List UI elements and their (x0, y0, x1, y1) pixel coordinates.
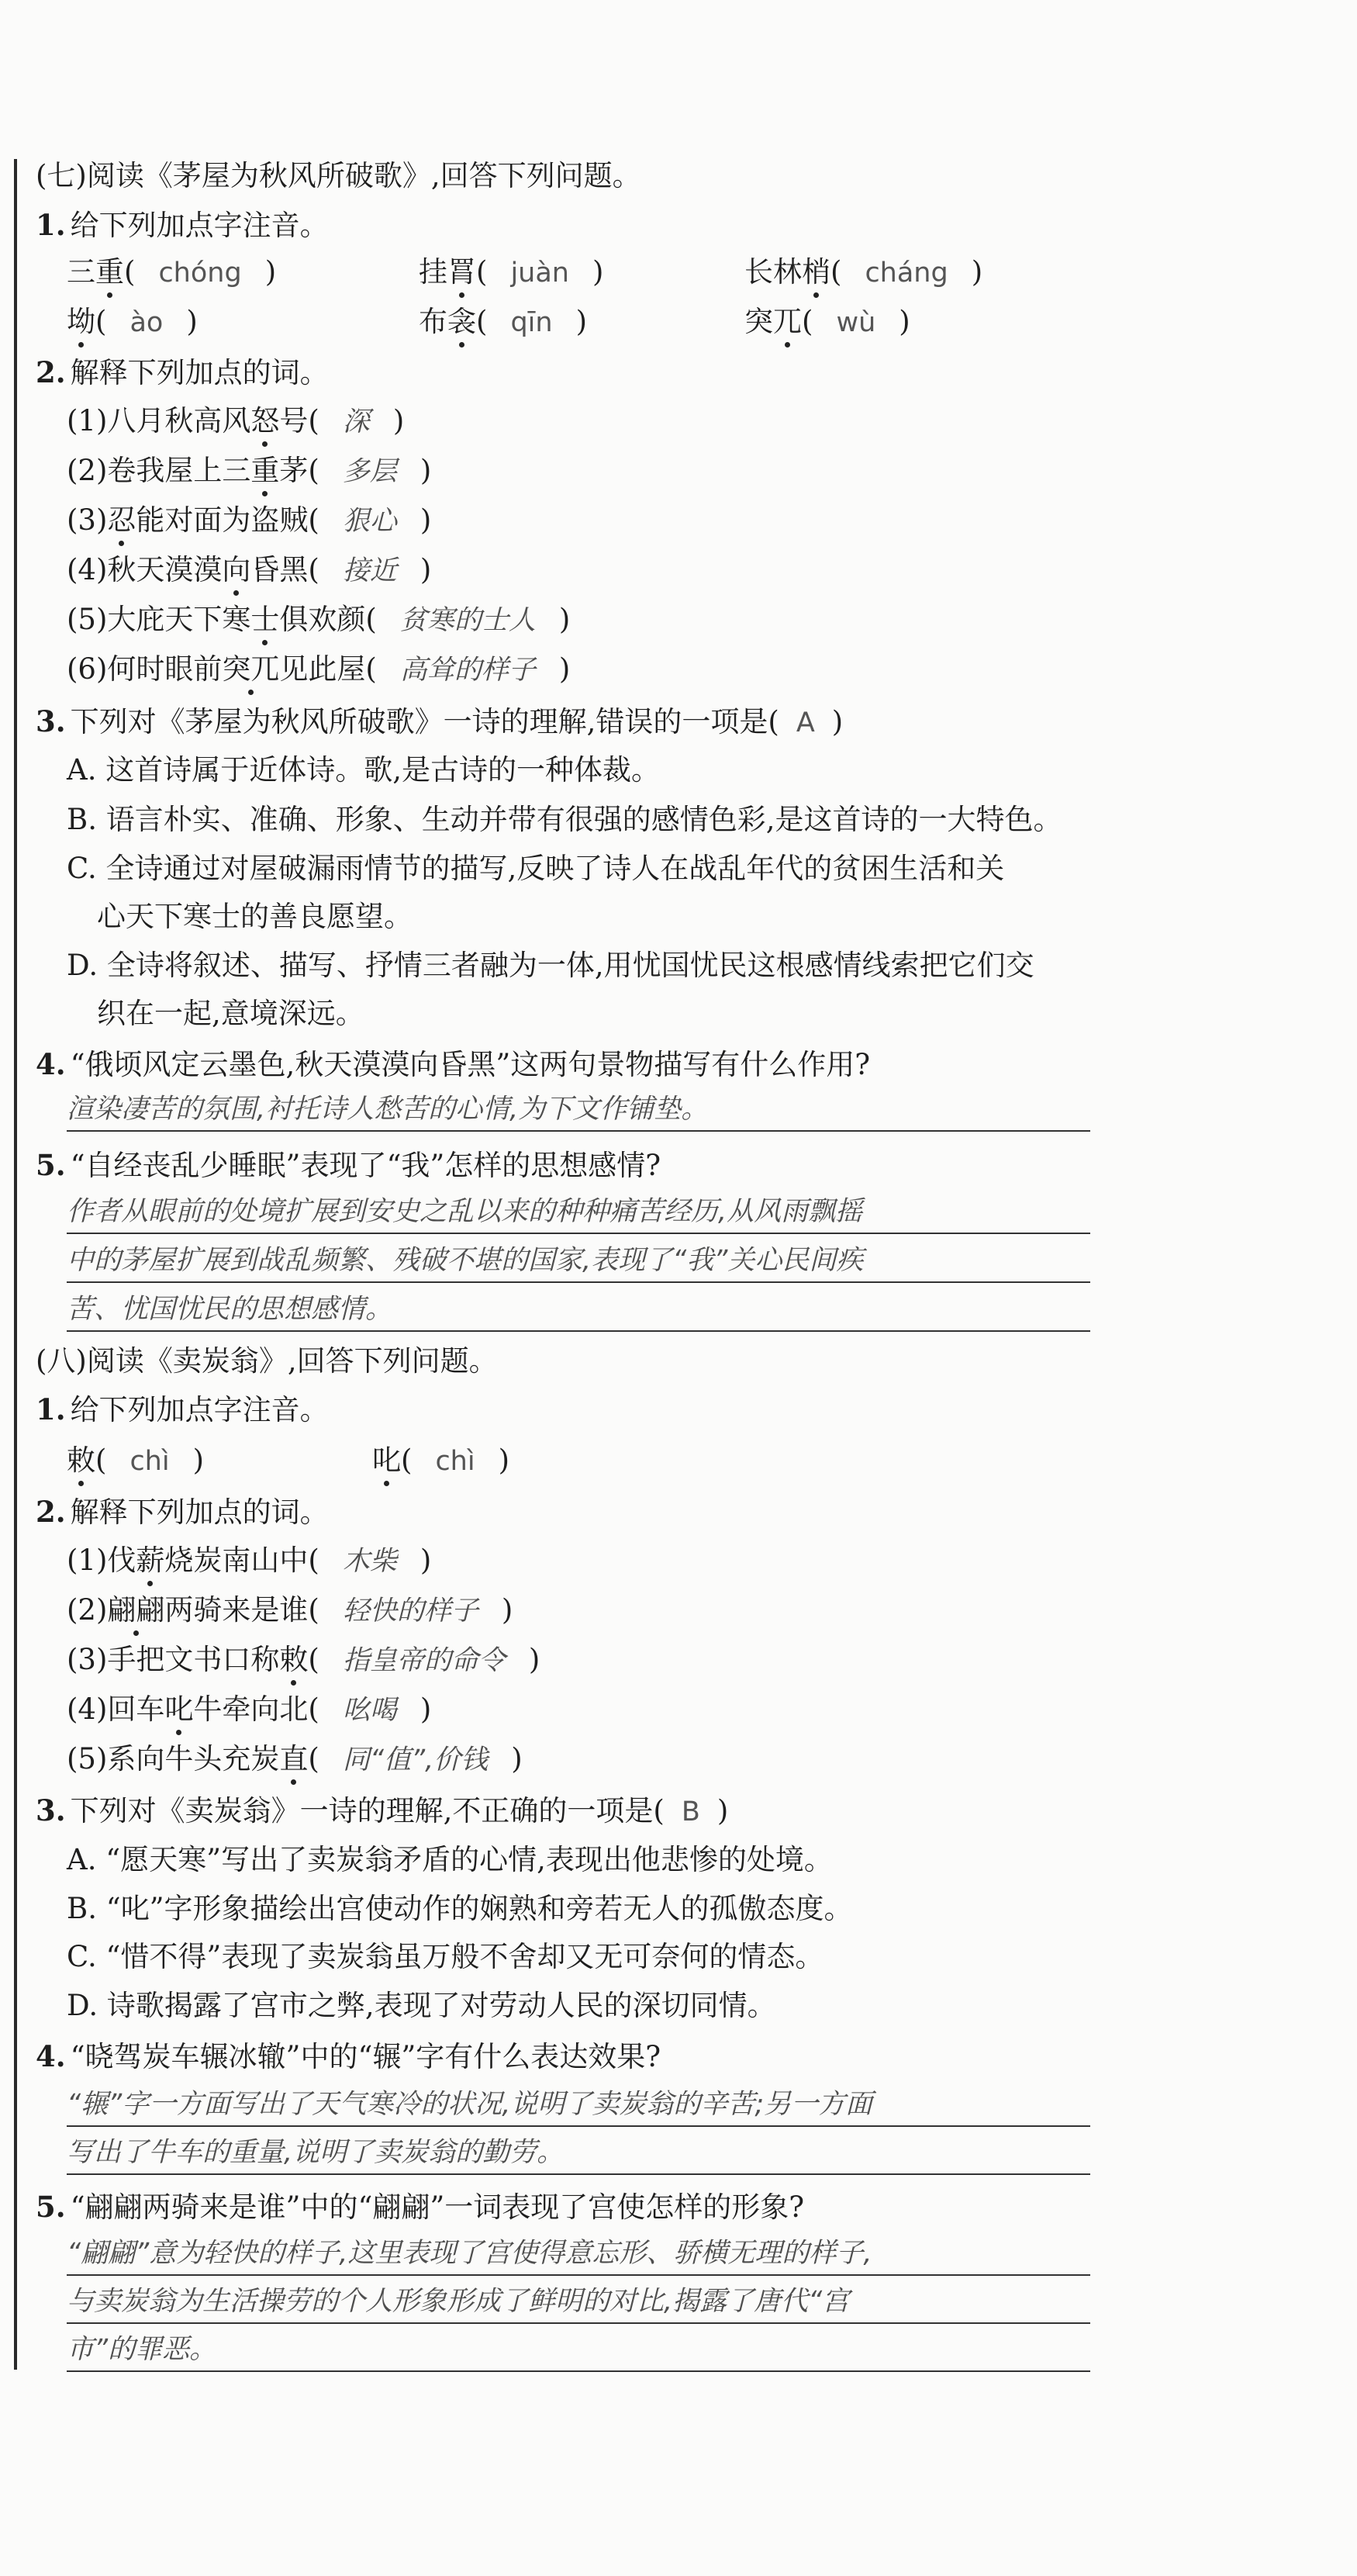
s8-q5-answer-line-3: 市”的罪恶。 (67, 2329, 1090, 2372)
s7-q5-answer-line-2: 中的茅屋扩展到战乱频繁、残破不堪的国家,表现了“我”关心民间疾 (67, 1240, 1090, 1283)
s7-q3-option-d: D. 全诗将叙述、描写、抒情三者融为一体,用忧国忧民这根感情线索把它们交 (67, 949, 1034, 982)
s8-q4-answer-line-2: 写出了牛车的重量,说明了卖炭翁的勤劳。 (67, 2132, 1090, 2175)
handwritten-answer: 狠心 (342, 506, 397, 537)
s8-q2: 2. 解释下列加点的词。 (36, 1495, 329, 1529)
s7-q2-item-3: (3)忍能对面为盗贼( 狠心 ) (67, 500, 431, 542)
section-7-title: (七)阅读《茅屋为秋风所破歌》,回答下列问题。 (36, 159, 641, 192)
pinyin-answer: chì (435, 1446, 475, 1477)
s8-q4: 4. “晓驾炭车辗冰辙”中的“辗”字有什么表达效果? (36, 2039, 661, 2073)
s7-q5-answer-line-1: 作者从眼前的处境扩展到安史之乱以来的种种痛苦经历,从风雨飘摇 (67, 1191, 1090, 1234)
s8-q5: 5. “翩翩两骑来是谁”中的“翩翩”一词表现了宫使怎样的形象? (36, 2190, 805, 2224)
s7-q4: 4. “俄顷风定云墨色,秋天漠漠向昏黑”这两句景物描写有什么作用? (36, 1047, 871, 1081)
s8-q1: 1. 给下列加点字注音。 (36, 1392, 329, 1426)
pinyin-answer: qīn (510, 307, 553, 338)
pinyin-answer: ào (129, 307, 164, 338)
handwritten-answer: 深 (342, 406, 370, 437)
s8-q1-item-2: 叱( chì ) (372, 1440, 509, 1482)
s7-q1-item-4: 坳( ào ) (67, 301, 198, 344)
s7-q2-item-6: (6)何时眼前突兀见此屋( 高耸的样子 ) (67, 648, 570, 691)
s7-q4-answer-line: 渲染凄苦的氛围,衬托诗人愁苦的心情,为下文作铺垫。 (67, 1088, 1090, 1132)
s8-q5-answer-line-2: 与卖炭翁为生活操劳的个人形象形成了鲜明的对比,揭露了唐代“宫 (67, 2280, 1090, 2324)
handwritten-answer: 贫寒的士人 (399, 605, 536, 636)
pinyin-answer: chì (129, 1446, 170, 1477)
dotted-char: 兀 (773, 301, 802, 343)
pinyin-answer: wù (836, 307, 876, 338)
s7-q3-option-c-cont: 心天下寒士的善良愿望。 (97, 900, 413, 933)
s7-q1-item-6: 突兀( wù ) (744, 301, 910, 344)
pinyin-answer: juàn (510, 258, 569, 289)
pinyin-answer: chóng (158, 258, 242, 289)
dotted-char: 梢 (802, 251, 830, 293)
s7-q5: 5. “自经丧乱少睡眠”表现了“我”怎样的思想感情? (36, 1148, 661, 1182)
s8-q2-item-2: (2)翩翩两骑来是谁( 轻快的样子 ) (67, 1589, 513, 1632)
s7-q3-option-c: C. 全诗通过对屋破漏雨情节的描写,反映了诗人在战乱年代的贫困生活和关 (67, 852, 1005, 885)
s8-q2-item-5: (5)系向牛头充炭直( 同“值”,价钱 ) (67, 1738, 523, 1781)
handwritten-answer: 吆喝 (342, 1695, 397, 1726)
s8-q3-option-b: B. “叱”字形象描绘出宫使动作的娴熟和旁若无人的孤傲态度。 (67, 1892, 853, 1925)
s8-q3-option-d: D. 诗歌揭露了宫市之弊,表现了对劳动人民的深切同情。 (67, 1989, 776, 2022)
s8-q3: 3. 下列对《卖炭翁》一诗的理解,不正确的一项是( B ) (36, 1793, 729, 1827)
handwritten-answer: 高耸的样子 (399, 655, 536, 686)
pinyin-answer: cháng (865, 258, 948, 289)
s7-q1 (36, 204, 329, 247)
s8-q4-answer-line-1: “辗”字一方面写出了天气寒冷的状况,说明了卖炭翁的辛苦;另一方面 (67, 2083, 1090, 2127)
choice-answer: A (796, 707, 815, 738)
dotted-char: 罥 (447, 251, 476, 293)
handwritten-answer: 多层 (342, 456, 397, 487)
s7-q2-item-1: (1)八月秋高风怒号( 深 ) (67, 400, 404, 443)
handwritten-answer: 木柴 (342, 1546, 397, 1577)
s8-q1-item-1: 敕( chì ) (67, 1440, 204, 1482)
handwritten-answer: 指皇帝的命令 (342, 1645, 506, 1676)
handwritten-answer: 轻快的样子 (342, 1596, 478, 1627)
s8-q2-item-4: (4)回车叱牛牵向北( 吆喝 ) (67, 1689, 431, 1731)
s7-q3-option-a: A. 这首诗属于近体诗。歌,是古诗的一种体裁。 (67, 753, 661, 787)
s7-q1-item-1: 三重( chóng ) (67, 251, 276, 294)
s7-q2-item-4: (4)秋天漠漠向昏黑( 接近 ) (67, 549, 431, 592)
s8-q2-item-3: (3)手把文书口称敕( 指皇帝的命令 ) (67, 1639, 540, 1682)
dotted-char: 重 (95, 251, 124, 293)
s7-q2: 2. 解释下列加点的词。 (36, 355, 329, 389)
choice-answer: B (681, 1796, 700, 1827)
s7-q5-answer-line-3: 苦、忧国忧民的思想感情。 (67, 1288, 1090, 1332)
s8-q3-option-c: C. “惜不得”表现了卖炭翁虽万般不舍却又无可奈何的情态。 (67, 1940, 824, 1973)
handwritten-answer: 接近 (342, 555, 397, 586)
s7-q2-item-5: (5)大庇天下寒士俱欢颜( 贫寒的士人 ) (67, 599, 570, 641)
s8-q5-answer-line-1: “翩翩”意为轻快的样子,这里表现了宫使得意忘形、骄横无理的样子, (67, 2232, 1090, 2276)
s7-q2-item-2: (2)卷我屋上三重茅( 多层 ) (67, 450, 431, 493)
section-8-title: (八)阅读《卖炭翁》,回答下列问题。 (36, 1344, 498, 1378)
s7-q3-option-d-cont: 织在一起,意境深远。 (97, 997, 364, 1030)
handwritten-answer: 同“值”,价钱 (342, 1744, 489, 1776)
s7-q1-item-3: 长林梢( cháng ) (744, 251, 982, 294)
s7-q1-item-5: 布衾( qīn ) (419, 301, 587, 344)
s7-q3: 3. 下列对《茅屋为秋风所破歌》一诗的理解,错误的一项是( A ) (36, 704, 844, 738)
s8-q3-option-a: A. “愿天寒”写出了卖炭翁矛盾的心情,表现出他悲惨的处境。 (67, 1843, 833, 1876)
s8-q2-item-1: (1)伐薪烧炭南山中( 木柴 ) (67, 1540, 431, 1582)
dotted-char: 衾 (447, 301, 476, 343)
s7-q1-item-2: 挂罥( juàn ) (419, 251, 603, 294)
s7-q3-option-b: B. 语言朴实、准确、形象、生动并带有很强的感情色彩,是这首诗的一大特色。 (67, 803, 1062, 836)
margin-rule (14, 159, 17, 2370)
dotted-char: 坳 (67, 301, 95, 343)
question-number: 1. (36, 208, 66, 242)
question-text: 给下列加点字注音。 (70, 209, 329, 242)
